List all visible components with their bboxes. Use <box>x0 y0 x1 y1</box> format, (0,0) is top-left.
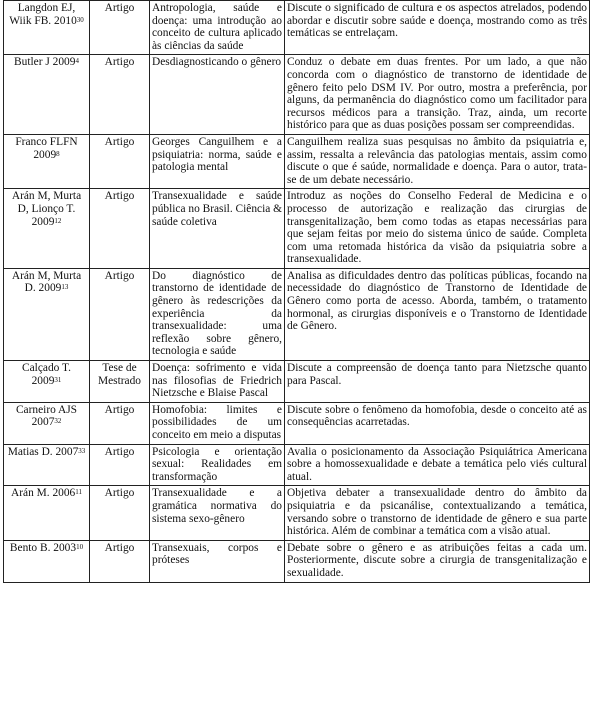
type-cell: Artigo <box>90 189 150 269</box>
author-text: Butler J 2009 <box>14 56 76 69</box>
reference-number: 11 <box>75 488 82 497</box>
title-cell: Transexuais, corpos e próteses <box>150 540 285 582</box>
author-cell <box>4 268 90 360</box>
table-row <box>4 134 590 188</box>
summary-cell: Debate sobre o gênero e as atribuições feitas a cada um. Posteriormente, discute sobre a cirurgia de transgenitalização e sexualidade. <box>285 540 590 582</box>
summary-cell: Canguilhem realiza suas pesquisas no âmbito da psiquiatria e, assim, ressalta a relevância das patologias mentais, assim como discute o que é saúde, normalidade e doença. Para o autor, trata-se de um debate necessário. <box>285 134 590 188</box>
reference-number: 8 <box>56 149 60 158</box>
reference-number: 4 <box>75 57 79 66</box>
type-cell: Artigo <box>90 444 150 486</box>
title-cell: Homofobia: limites e possibilidades de um conceito em meio a disputas <box>150 402 285 444</box>
reference-number: 30 <box>76 15 84 24</box>
author-text: Franco FLFN 2009 <box>15 135 78 161</box>
summary-cell: Discute a compreensão de doença tanto para Nietzsche quanto para Pascal. <box>285 361 590 403</box>
title-cell: Desdiagnosticando o gênero <box>150 55 285 135</box>
type-cell: Artigo <box>90 402 150 444</box>
type-cell: Artigo <box>90 55 150 135</box>
table-row <box>4 361 590 403</box>
type-cell: Artigo <box>90 486 150 540</box>
title-cell: Georges Canguilhem e a psiquiatria: norma, saúde e patologia mental <box>150 134 285 188</box>
title-cell: Antropologia, saúde e doença: uma introdução ao conceito de cultura aplicado às ciências da saúde <box>150 1 285 55</box>
author-cell <box>4 402 90 444</box>
table-row <box>4 189 590 269</box>
table-row <box>4 540 590 582</box>
literature-table <box>3 0 590 583</box>
table-row <box>4 55 590 135</box>
author-text: Langdon EJ, Wiik FB. 2010 <box>9 2 77 27</box>
author-text: Arán M, Murta D, Lionço T. 2009 <box>11 190 82 228</box>
author-cell <box>4 540 90 582</box>
author-text: Arán M, Murta D. 2009 <box>11 269 82 295</box>
author-cell <box>4 444 90 486</box>
author-text: Carneiro AJS 2007 <box>15 403 78 429</box>
summary-cell: Analisa as dificuldades dentro das políticas públicas, focando na necessidade do diagnóstico de Transtorno de Identidade de Gênero como porta de acesso. Aborda, também, o tratamento hormonal, as cirurgias disponíveis e o Transtorno de Identidade de Gênero. <box>285 268 590 360</box>
summary-cell: Discute sobre o fenômeno da homofobia, desde o conceito até as consequências acarretadas. <box>285 402 590 444</box>
reference-number: 31 <box>54 375 62 384</box>
title-cell: Transexualidade e a gramática normativa do sistema sexo-gênero <box>150 486 285 540</box>
author-text: Matias D. 2007 <box>7 445 79 458</box>
author-text: Arán M. 2006 <box>11 487 76 500</box>
author-cell <box>4 361 90 403</box>
table-row <box>4 486 590 540</box>
reference-number: 12 <box>54 216 62 225</box>
reference-number: 10 <box>76 542 84 551</box>
summary-cell: Introduz as noções do Conselho Federal de Medicina e o processo de autorização e realização das cirurgias de transgenitalização, bem como todas as etapas necessárias para que sejam feitas por meio do sistema único de saúde. Completa com uma retomada histórica da visão da psiquiatria sobre a transexualidade. <box>285 189 590 269</box>
author-cell <box>4 189 90 269</box>
type-cell: Tese de Mestrado <box>90 361 150 403</box>
reference-number: 13 <box>61 283 69 292</box>
title-cell: Transexualidade e saúde pública no Brasil. Ciência & saúde coletiva <box>150 189 285 269</box>
reference-number: 33 <box>78 446 86 455</box>
title-cell: Do diagnóstico de transtorno de identidade de gênero às redescrições da experiência da transexualidade: uma reflexão sobre gênero, tecnologia e saúde <box>150 268 285 360</box>
author-text: Bento B. 2003 <box>9 541 77 554</box>
table-body <box>4 1 590 583</box>
author-cell <box>4 486 90 540</box>
title-cell: Psicologia e orientação sexual: Realidades em transformação <box>150 444 285 486</box>
table-row <box>4 444 590 486</box>
type-cell: Artigo <box>90 1 150 55</box>
author-cell <box>4 1 90 55</box>
summary-cell: Conduz o debate em duas frentes. Por um lado, a que não concorda com o diagnóstico de transtorno de identidade de gênero feito pelo DSM IV. Por outro, mostra a preferência, por alguns, da permanência do diagnóstico como um facilitador para recursos médicos para a transição. Traz, ainda, um recorte histórico para que as duas posições possam ser compreendidas. <box>285 55 590 135</box>
summary-cell: Objetiva debater a transexualidade dentro do âmbito da psiquiatria e da psicanálise, contextualizando a temática, versando sobre o transtorno de identidade de gênero e sua parte histórica. Além de combinar a temática com a visão atual. <box>285 486 590 540</box>
author-cell <box>4 55 90 135</box>
type-cell: Artigo <box>90 540 150 582</box>
summary-cell: Avalia o posicionamento da Associação Psiquiátrica Americana sobre a homossexualidade e debate a temática pelo viés cultural atual. <box>285 444 590 486</box>
type-cell: Artigo <box>90 134 150 188</box>
summary-cell: Discute o significado de cultura e os aspectos atrelados, podendo abordar e discutir sobre saúde e doença, mostrando como as três temáticas se entrelaçam. <box>285 1 590 55</box>
table-row <box>4 1 590 55</box>
type-cell: Artigo <box>90 268 150 360</box>
title-cell: Doença: sofrimento e vida nas filosofias de Friedrich Nietzsche e Blaise Pascal <box>150 361 285 403</box>
table-row <box>4 402 590 444</box>
table-row <box>4 268 590 360</box>
author-text: Calçado T. 2009 <box>22 362 71 387</box>
reference-number: 32 <box>54 417 62 426</box>
author-cell <box>4 134 90 188</box>
